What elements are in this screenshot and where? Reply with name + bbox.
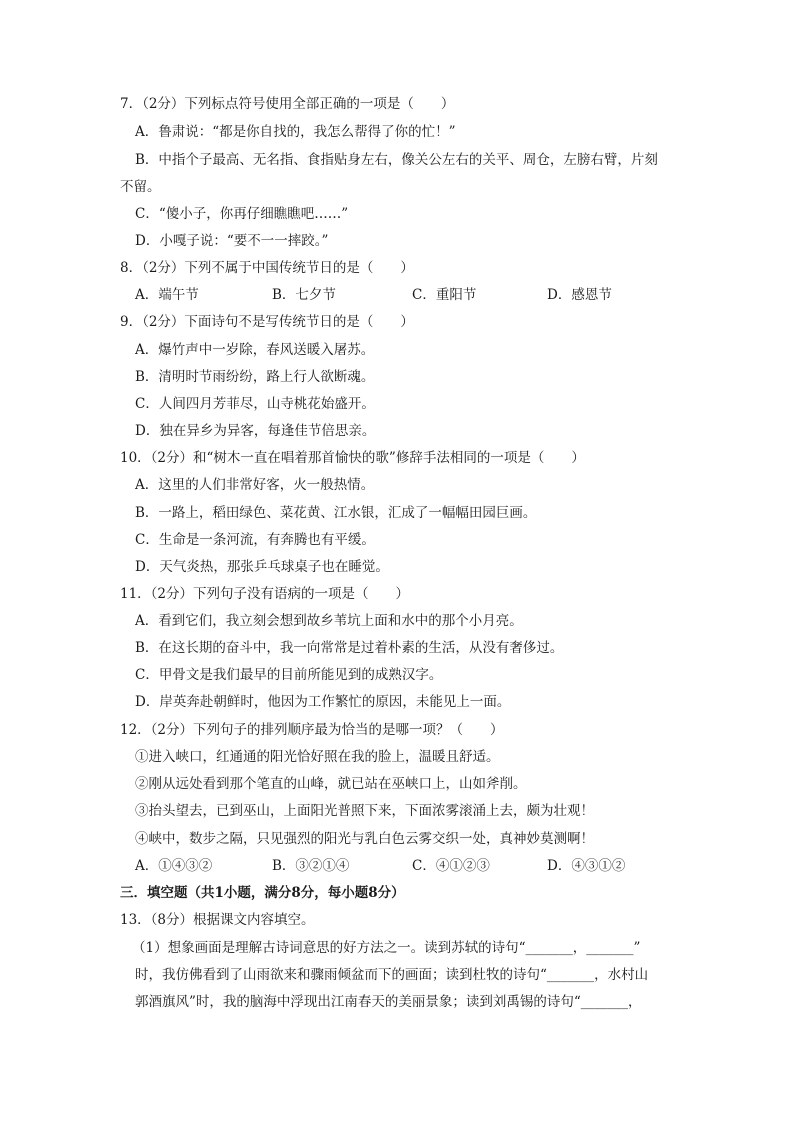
- q7-option-a: A．鲁肃说：“都是你自找的，我怎么帮得了你的忙！”: [135, 124, 456, 140]
- q7-option-d: D．小嘎子说：“要不一一摔跤。”: [135, 233, 329, 249]
- q11-option-a: A．看到它们，我立刻会想到故乡苇坑上面和水中的那个小月亮。: [135, 613, 523, 629]
- q7-stem: 7．（2分）下列标点符号使用全部正确的一项是（ ）: [120, 96, 455, 112]
- q8-option-b: B．七夕节: [272, 287, 336, 303]
- q8-option-d: D．感恩节: [547, 287, 612, 303]
- q13-line-3: 郭酒旗风”时，我的脑海中浮现出江南春天的美丽景象；读到刘禹锡的诗句“_______，: [135, 994, 642, 1010]
- q9-option-c: C．人间四月芳菲尽，山寺桃花始盛开。: [135, 396, 375, 412]
- q12-sentence-3: ③抬头望去，已到巫山，上面阳光普照下来，下面浓雾滚涌上去，颇为壮观！: [135, 803, 594, 819]
- q10-option-c: C．生命是一条河流，有奔腾也有平缓。: [135, 532, 375, 548]
- q13-line-2: 时，我仿佛看到了山雨欲来和骤雨倾盆而下的画面；读到杜牧的诗句“_______，水村山: [135, 967, 649, 983]
- q11-option-d: D．岸英奔赴朝鲜时，他因为工作繁忙的原因，未能见上一面。: [135, 694, 511, 710]
- q13-stem: 13．（8分）根据课文内容填空。: [120, 912, 315, 928]
- q7-option-b-cont: 不留。: [120, 179, 161, 195]
- q9-option-a: A．爆竹声中一岁除，春风送暖入屠苏。: [135, 342, 375, 358]
- q11-option-b: B．在这长期的奋斗中，我一向常常是过着朴素的生活，从没有奢侈过。: [135, 640, 564, 656]
- q10-stem: 10．（2分）和“树木一直在唱着那首愉快的歌”修辞手法相同的一项是（ ）: [120, 450, 585, 466]
- q10-option-a: A．这里的人们非常好客，火一般热情。: [135, 477, 375, 493]
- q10-option-b: B．一路上，稻田绿色、菜花黄、江水银，汇成了一幅幅田园巨画。: [135, 505, 537, 521]
- q12-sentence-2: ②刚从远处看到那个笔直的山峰，就已站在巫峡口上，山如斧削。: [135, 776, 527, 792]
- q12-option-b: B．③②①④: [272, 858, 350, 874]
- q7-option-c: C．“傻小子，你再仔细瞧瞧吧……”: [135, 206, 349, 222]
- q12-sentence-1: ①进入峡口，红通通的阳光恰好照在我的脸上，温暖且舒适。: [135, 749, 500, 765]
- q9-stem: 9．（2分）下面诗句不是写传统节日的是（ ）: [120, 314, 414, 330]
- q8-option-a: A．端午节: [135, 287, 199, 303]
- q12-sentence-4: ④峡中，数步之隔，只见强烈的阳光与乳白色云雾交织一处，真神妙莫测啊！: [135, 831, 594, 847]
- q11-option-c: C．甲骨文是我们最早的目前所能见到的成熟汉字。: [135, 667, 443, 683]
- q10-option-d: D．天气炎热，那张乒乓球桌子也在睡觉。: [135, 559, 389, 575]
- q12-option-a: A．①④③②: [135, 858, 213, 874]
- q8-option-c: C．重阳节: [412, 287, 477, 303]
- q11-stem: 11．（2分）下列句子没有语病的一项是（ ）: [120, 586, 410, 602]
- q12-option-c: C．④①②③: [412, 858, 490, 874]
- q7-option-b: B．中指个子最高、无名指、食指贴身左右，像关公左右的关平、周仓，左膀右臂，片刻: [135, 152, 658, 168]
- q12-option-d: D．④③①②: [547, 858, 626, 874]
- q9-option-b: B．清明时节雨纷纷，路上行人欲断魂。: [135, 369, 375, 385]
- q12-stem: 12．（2分）下列句子的排列顺序最为恰当的是哪一项？（ ）: [120, 722, 504, 738]
- section-heading: 三．填空题（共1小题，满分8分，每小题8分）: [120, 885, 405, 901]
- q9-option-d: D．独在异乡为异客，每逢佳节倍思亲。: [135, 423, 376, 439]
- q8-stem: 8．（2分）下列不属于中国传统节日的是（ ）: [120, 260, 414, 276]
- q13-line-1: （1）想象画面是理解古诗词意思的好方法之一。读到苏轼的诗句“_______，_______”: [132, 940, 641, 956]
